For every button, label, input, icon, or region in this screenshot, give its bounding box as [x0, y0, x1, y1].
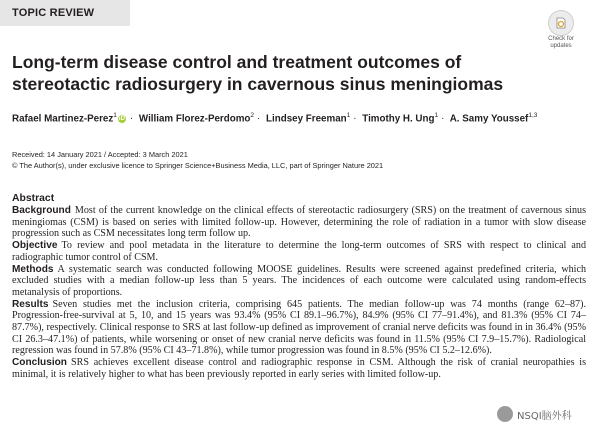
author-affiliation: 1	[434, 112, 439, 119]
abstract-results	[12, 299, 586, 358]
objective-label: Objective	[12, 240, 58, 252]
publication-dates	[12, 149, 592, 171]
received-accepted-dates: Received: 14 January 2021 / Accepted: 3 March 2021	[12, 150, 188, 159]
author-name[interactable]: William Florez-Perdomo	[138, 113, 251, 125]
watermark-text: NSQI脑外科	[517, 410, 572, 422]
copyright-notice: © The Author(s), under exclusive licence to Springer Science+Business Media, LLC, part of Springer Nature 2021	[12, 161, 384, 170]
author-affiliation: 1	[113, 112, 117, 119]
author-name[interactable]: Lindsey Freeman	[266, 113, 347, 125]
author-name[interactable]: A. Samy Youssef	[449, 113, 529, 125]
watermark	[497, 406, 591, 422]
conclusion-label: Conclusion	[12, 357, 67, 369]
article-title: Long-term disease control and treatment outcomes of stereotactic radiosurgery in cavernous sinus meningiomas	[12, 52, 504, 94]
topic-label: TOPIC REVIEW	[12, 7, 95, 19]
author-name[interactable]: Rafael Martinez-Perez	[12, 113, 114, 125]
abstract-objective	[12, 240, 586, 263]
topic-banner	[0, 0, 130, 26]
results-text: Seven studies met the inclusion criteria, comprising 645 patients. The median follow-up was 74 months (range 62–87). Progression-free-survival at 5, 10, and 15 years was 93.4% (95% CI 89.1–96.7%), 84.9% (95% CI 77–91.4%), and 81.3% (95% CI 74–87.7%), respectively. Clinical response to SRS at last follow-up defined as improvement of cranial nerve deficits was found in in 36.4% (95% CI 26.3–47.1%) of patients, while worsening or onset of new cranial nerve deficits was found in 11.5% (95% CI 7.9–15.7%). Radiological regression was found in 57.8% (95% CI 43–71.8%), while tumor progression was found in 8.5% (95% CI 5.2–12.6%).	[12, 298, 586, 357]
methods-label: Methods	[12, 263, 54, 275]
author-list	[12, 112, 592, 124]
check-updates-icon	[548, 10, 574, 36]
check-updates-button[interactable]	[543, 10, 579, 49]
background-text: Most of the current knowledge on the clinical effects of stereotactic radiosurgery (SRS) on the treatment of cavernous sinus meningiomas (CSM) is based on series with limited follow-up. However, determining the role of radiation in a tumor with slow disease progression such as CSM necessitates long term follow up.	[12, 205, 586, 240]
author-separator: ·	[257, 113, 261, 125]
author-affiliation: 1,3	[528, 112, 538, 119]
watermark-logo-icon	[497, 406, 513, 422]
methods-text: A systematic search was conducted following MOOSE guidelines. Results were screened against predefined criteria, which excluded studies with a median follow-up less than 5 years. The incidences of each outcome were calculated using random-effects metanalysis of proportions.	[12, 263, 586, 298]
conclusion-text: SRS achieves excellent disease control and radiographic response in CSM. Although the risk of cranial neuropathies is minimal, it is relatively higher to what has been previously reported in early series with limited follow-up.	[12, 357, 586, 380]
abstract-section	[12, 192, 586, 381]
abstract-background	[12, 205, 586, 240]
background-label: Background	[12, 205, 71, 216]
results-label: Results	[12, 298, 49, 310]
author-separator: ·	[129, 113, 134, 125]
author-separator: ·	[441, 113, 445, 125]
abstract-heading: Abstract	[12, 193, 55, 204]
orcid-icon[interactable]: iD	[118, 116, 125, 123]
author-affiliation: 1	[346, 112, 351, 119]
abstract-methods	[12, 264, 586, 299]
check-updates-label: Check for updates	[548, 36, 574, 49]
author-separator: ·	[353, 113, 357, 125]
objective-text: To review and pool metadata in the literature to determine the long-term outcomes of SRS with respect to clinical and radiographic tumor control of CSM.	[12, 240, 586, 263]
abstract-conclusion	[12, 357, 586, 380]
author-name[interactable]: Timothy H. Ung	[362, 113, 435, 125]
author-affiliation: 2	[250, 112, 255, 119]
